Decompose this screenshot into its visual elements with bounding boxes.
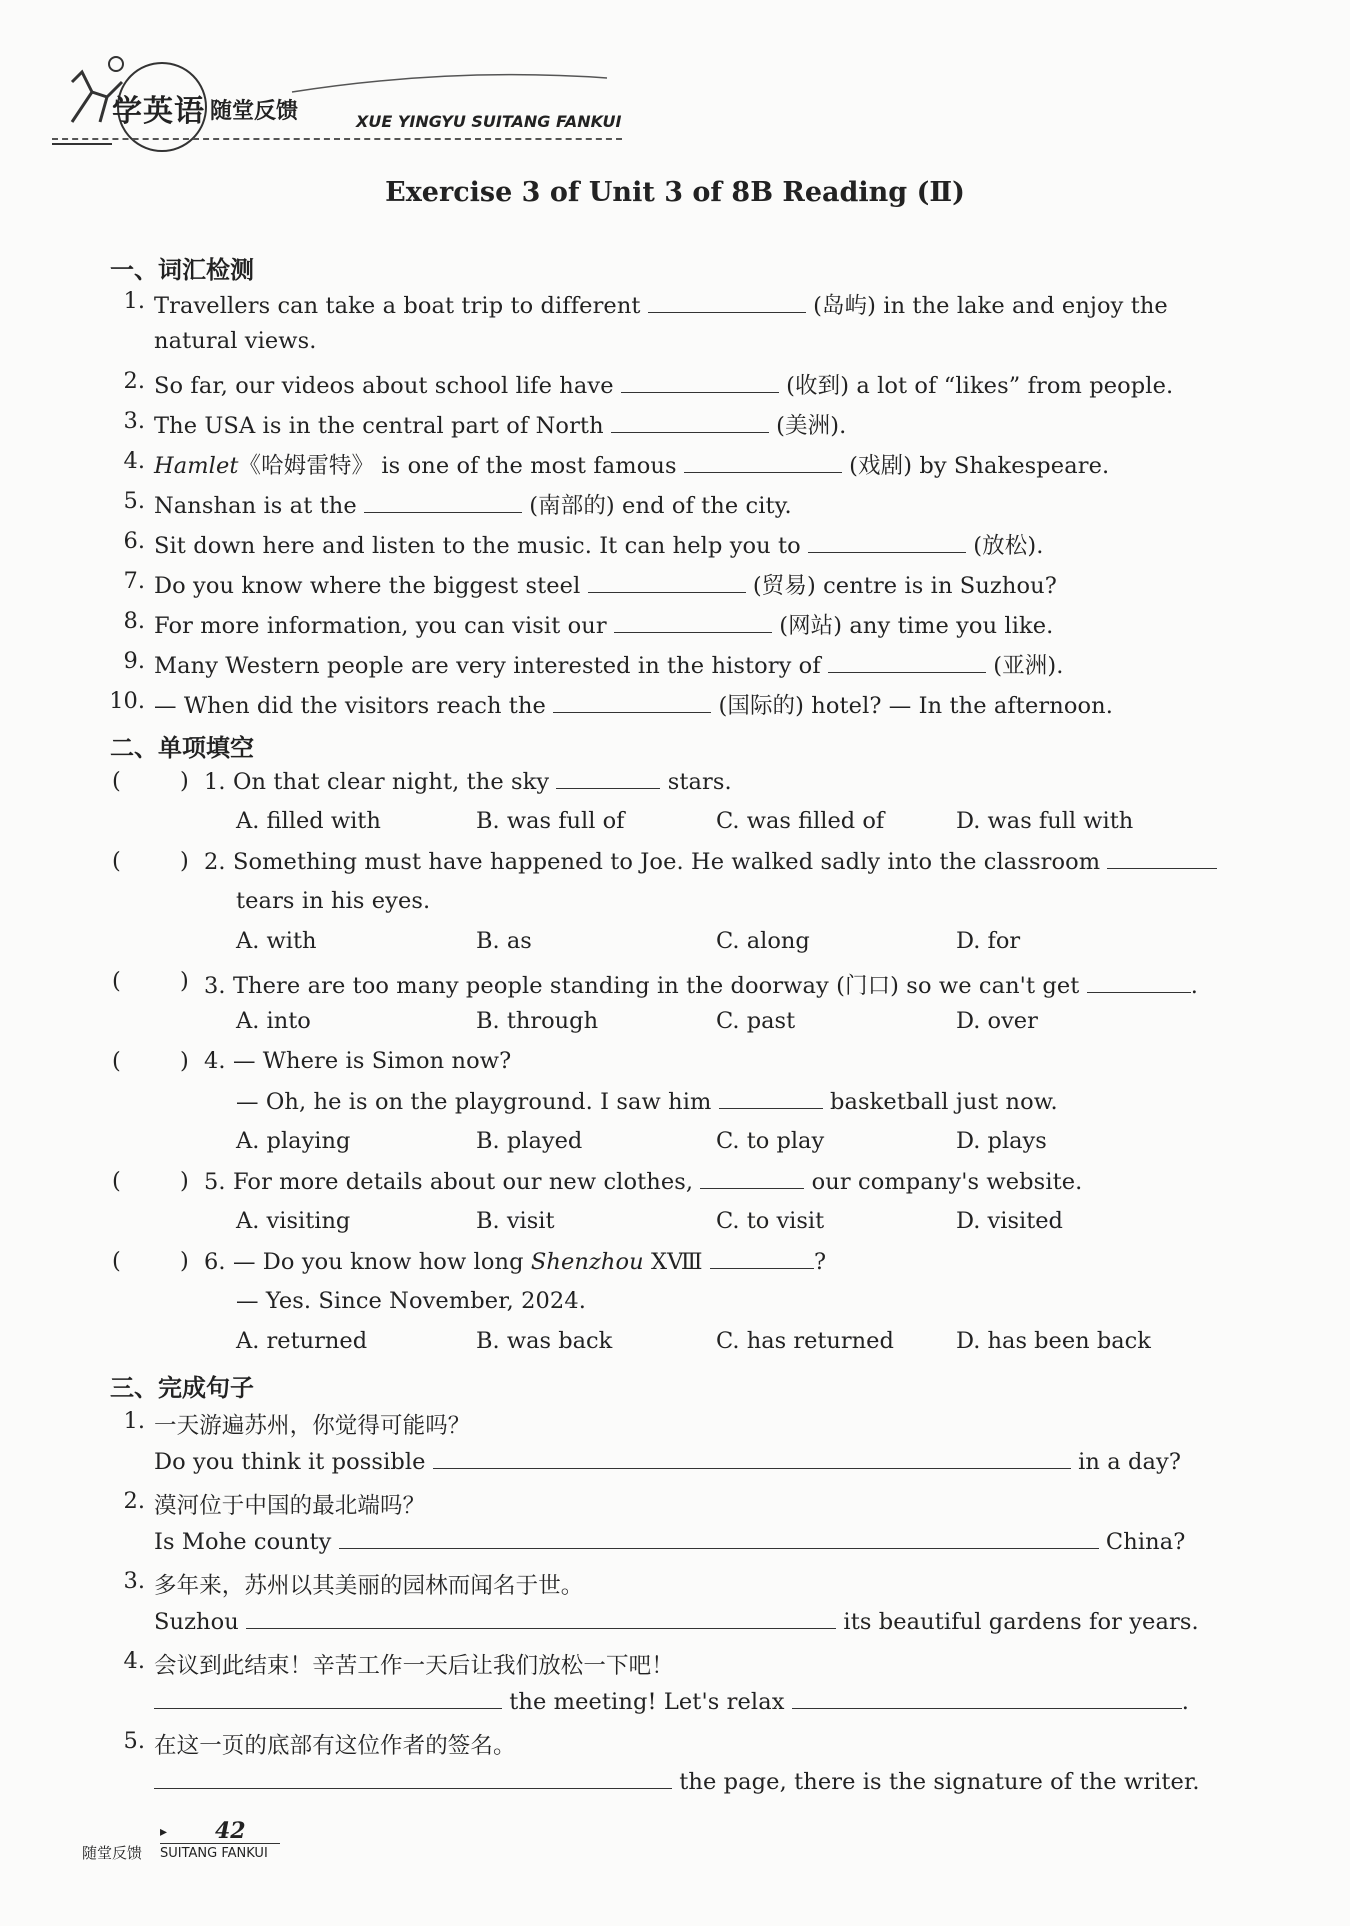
- option-c[interactable]: C. to play: [716, 1128, 825, 1154]
- vocab-item-1: Travellers can take a boat trip to different (岛屿) in the lake and enjoy the: [154, 293, 1168, 319]
- choice-q2: 2. Something must have happened to Joe. He walked sadly into the classroom: [204, 848, 1217, 875]
- answer-blank[interactable]: [556, 768, 660, 789]
- sentence-cn-1: 一天游遍苏州，你觉得可能吗？: [154, 1413, 471, 1439]
- option-c[interactable]: C. was filled of: [716, 808, 885, 834]
- choice-q6-cont: — Yes. Since November, 2024.: [236, 1288, 587, 1314]
- sentence-cn-3: 多年来，苏州以其美丽的园林而闻名于世。: [154, 1573, 584, 1599]
- option-d[interactable]: D. for: [956, 928, 1021, 954]
- section-heading-sentences: 三、完成句子: [110, 1374, 254, 1402]
- option-c[interactable]: C. to visit: [716, 1208, 825, 1234]
- logo-subtext: 随堂反馈: [210, 99, 299, 124]
- option-b[interactable]: B. visit: [476, 1208, 555, 1234]
- option-b[interactable]: B. was full of: [476, 808, 625, 834]
- item-number: 4.: [123, 448, 145, 474]
- option-d[interactable]: D. over: [956, 1008, 1038, 1034]
- item-number: 3.: [123, 408, 145, 434]
- sentence-en-4: the meeting! Let's relax .: [154, 1688, 1189, 1715]
- page-title: Exercise 3 of Unit 3 of 8B Reading (Ⅱ): [385, 177, 965, 208]
- item-number: 3.: [123, 1568, 145, 1594]
- option-a[interactable]: A. into: [236, 1008, 311, 1034]
- answer-blank[interactable]: [719, 1088, 823, 1109]
- footer-label-en: SUITANG FANKUI: [160, 1846, 268, 1861]
- sentence-en-3: Suzhou its beautiful gardens for years.: [154, 1609, 1199, 1635]
- sentence-cn-2: 漠河位于中国的最北端吗？: [154, 1493, 426, 1519]
- option-b[interactable]: B. played: [476, 1128, 583, 1154]
- answer-blank[interactable]: [792, 1688, 1182, 1709]
- answer-paren[interactable]: ): [180, 1248, 189, 1274]
- sentence-en-2: Is Mohe county China?: [154, 1529, 1186, 1555]
- choice-q5: 5. For more details about our new clothes, our company's website.: [204, 1169, 1083, 1195]
- option-c[interactable]: C. past: [716, 1008, 796, 1034]
- choice-q4-cont: — Oh, he is on the playground. I saw him basketball just now.: [236, 1089, 1058, 1115]
- answer-blank[interactable]: [614, 612, 772, 633]
- answer-blank[interactable]: [154, 1688, 502, 1709]
- option-b[interactable]: B. through: [476, 1008, 599, 1034]
- option-c[interactable]: C. has returned: [716, 1328, 894, 1354]
- item-number: 5.: [123, 488, 145, 514]
- option-b[interactable]: B. as: [476, 928, 532, 954]
- option-a[interactable]: A. visiting: [236, 1208, 351, 1234]
- vocab-item-10: — When did the visitors reach the (国际的) hotel? — In the afternoon.: [154, 693, 1113, 719]
- choice-q4: 4. — Where is Simon now?: [204, 1048, 512, 1074]
- answer-blank[interactable]: [621, 372, 779, 393]
- item-number: 9.: [123, 648, 145, 674]
- answer-blank[interactable]: [553, 692, 711, 713]
- answer-blank[interactable]: [246, 1608, 836, 1629]
- answer-paren[interactable]: ): [180, 768, 189, 794]
- vocab-item-1-cont: natural views.: [154, 328, 317, 354]
- option-d[interactable]: D. was full with: [956, 808, 1134, 834]
- option-d[interactable]: D. plays: [956, 1128, 1047, 1154]
- answer-blank[interactable]: [808, 532, 966, 553]
- answer-blank[interactable]: [154, 1768, 672, 1789]
- answer-blank[interactable]: [684, 452, 842, 473]
- vocab-item-4: Hamlet《哈姆雷特》 is one of the most famous (戏剧) by Shakespeare.: [154, 453, 1110, 479]
- vocab-item-7: Do you know where the biggest steel (贸易) centre is in Suzhou?: [154, 573, 1057, 599]
- answer-blank[interactable]: [1087, 972, 1191, 993]
- vocab-item-5: Nanshan is at the (南部的) end of the city.: [154, 493, 792, 519]
- vocab-item-9: Many Western people are very interested in the history of (亚洲).: [154, 653, 1064, 679]
- vocab-item-2: So far, our videos about school life have (收到) a lot of “likes” from people.: [154, 373, 1174, 399]
- answer-blank[interactable]: [1107, 848, 1217, 869]
- answer-paren[interactable]: ): [180, 1048, 189, 1074]
- answer-blank[interactable]: [364, 492, 522, 513]
- worksheet-page: 学英语 随堂反馈 XUE YINGYU SUITANG FANKUI Exercise 3 of Unit 3 of 8B Reading (Ⅱ) 一、词汇检测 1. Travellers can take a boat trip to different (岛屿) in the lake and enjoy the natural views. 2. So far, our videos about school life have (收到) a lot of “likes” from people. 3. The USA is in the central part of North (美洲). 4. Hamlet《哈姆雷特》 is one of the most famous (戏剧) by Shakespeare. 5. Nanshan is at the (南部的) end of the city. 6. Sit down here and listen to the music. It can help you to (放松). 7. Do you know where the biggest steel (贸易) centre is in Suzhou? 8. For more information, you can visit our (网站) any time you like. 9. Many Western people are very interested in the history of (亚洲). 10. — When did the visitors reach the (国际的) hotel? — In the afternoon. 二、单项填空 ( ) 1. On that clear night, the sky stars. A. filled with B. was full of C. was filled of D. was full with ( ) 2. Something must have happened to Joe. He walked sadly into the classroom tears in his eyes. A. with B. as C. along D. for ( ) 3. There are too many people standing in the doorway (门口) so we can't get . A. into B. through C. past D. over ( ) 4. — Where is Simon now? — Oh, he is on the playground. I saw him basketball just now. A. playing B. played C. to play D. plays ( ) 5. For more details about our new clothes, our company's website. A. visiting B. visit C. to visit D. visited ( ) 6. — Do you know how long Shenzhou ⅩⅧ ? — Yes. Since November, 2024. A. returned B. was back C. has returned D. has been back 三、完成句子 1. 一天游遍苏州，你觉得可能吗？ Do you think it possible in a day? 2. 漠河位于中国的最北端吗？ Is Mohe county China? 3. 多年来，苏州以其美丽的园林而闻名于世。 Suzhou its beautiful gardens for years. 4. 会议到此结束！辛苦工作一天后让我们放松一下吧！ the meeting! Let's relax . 5. 在这一页的底部有这位作者的签名。 the page, there is the signature of the writer. ▸ 42 随堂反馈 SUITANG FANKUI: [0, 0, 1350, 1926]
- vocab-item-3: The USA is in the central part of North (美洲).: [154, 413, 847, 439]
- answer-blank[interactable]: [433, 1448, 1071, 1469]
- answer-blank[interactable]: [611, 412, 769, 433]
- item-number: 8.: [123, 608, 145, 634]
- answer-paren[interactable]: ): [180, 848, 189, 874]
- item-number: 1.: [123, 288, 145, 314]
- choice-q1: 1. On that clear night, the sky stars.: [204, 769, 732, 795]
- section-heading-vocab: 一、词汇检测: [110, 256, 254, 284]
- item-number: 1.: [123, 1408, 145, 1434]
- answer-blank[interactable]: [710, 1248, 814, 1269]
- item-number: 2.: [123, 1488, 145, 1514]
- item-number: 6.: [123, 528, 145, 554]
- item-number: 2.: [123, 368, 145, 394]
- vocab-item-6: Sit down here and listen to the music. It can help you to (放松).: [154, 533, 1044, 559]
- sentence-en-5: the page, there is the signature of the writer.: [154, 1768, 1200, 1795]
- sentence-cn-4: 会议到此结束！辛苦工作一天后让我们放松一下吧！: [154, 1653, 674, 1679]
- option-c[interactable]: C. along: [716, 928, 810, 954]
- answer-blank[interactable]: [700, 1168, 804, 1189]
- header-divider: [52, 138, 622, 140]
- logo-text: 学英语: [112, 94, 205, 129]
- answer-blank[interactable]: [339, 1528, 1099, 1549]
- item-number: 7.: [123, 568, 145, 594]
- answer-paren[interactable]: ): [180, 968, 189, 994]
- page-number: 42: [215, 1818, 246, 1844]
- item-number: 10.: [109, 688, 145, 714]
- answer-blank[interactable]: [648, 292, 806, 313]
- option-a[interactable]: A. playing: [236, 1128, 351, 1154]
- option-d[interactable]: D. has been back: [956, 1328, 1151, 1354]
- answer-blank[interactable]: [588, 572, 746, 593]
- sentence-en-1: Do you think it possible in a day?: [154, 1449, 1181, 1475]
- option-a[interactable]: A. filled with: [236, 808, 381, 834]
- arrow-icon: ▸: [160, 1824, 168, 1840]
- choice-q6: 6. — Do you know how long Shenzhou ⅩⅧ ?: [204, 1249, 827, 1275]
- vocab-item-8: For more information, you can visit our (网站) any time you like.: [154, 613, 1054, 639]
- option-a[interactable]: A. with: [236, 928, 317, 954]
- footer-label: 随堂反馈: [82, 1844, 143, 1862]
- option-b[interactable]: B. was back: [476, 1328, 613, 1354]
- section-heading-choice: 二、单项填空: [110, 734, 254, 762]
- answer-paren[interactable]: ): [180, 1168, 189, 1194]
- answer-blank[interactable]: [828, 652, 986, 673]
- choice-q3: 3. There are too many people standing in the doorway (门口) so we can't get .: [204, 973, 1198, 999]
- sentence-cn-5: 在这一页的底部有这位作者的签名。: [154, 1733, 516, 1759]
- header-pinyin: XUE YINGYU SUITANG FANKUI: [356, 112, 622, 131]
- item-number: 5.: [123, 1728, 145, 1754]
- choice-q2-cont: tears in his eyes.: [236, 888, 431, 914]
- footer-divider: [160, 1843, 280, 1844]
- option-d[interactable]: D. visited: [956, 1208, 1063, 1234]
- option-a[interactable]: A. returned: [236, 1328, 368, 1354]
- item-number: 4.: [123, 1648, 145, 1674]
